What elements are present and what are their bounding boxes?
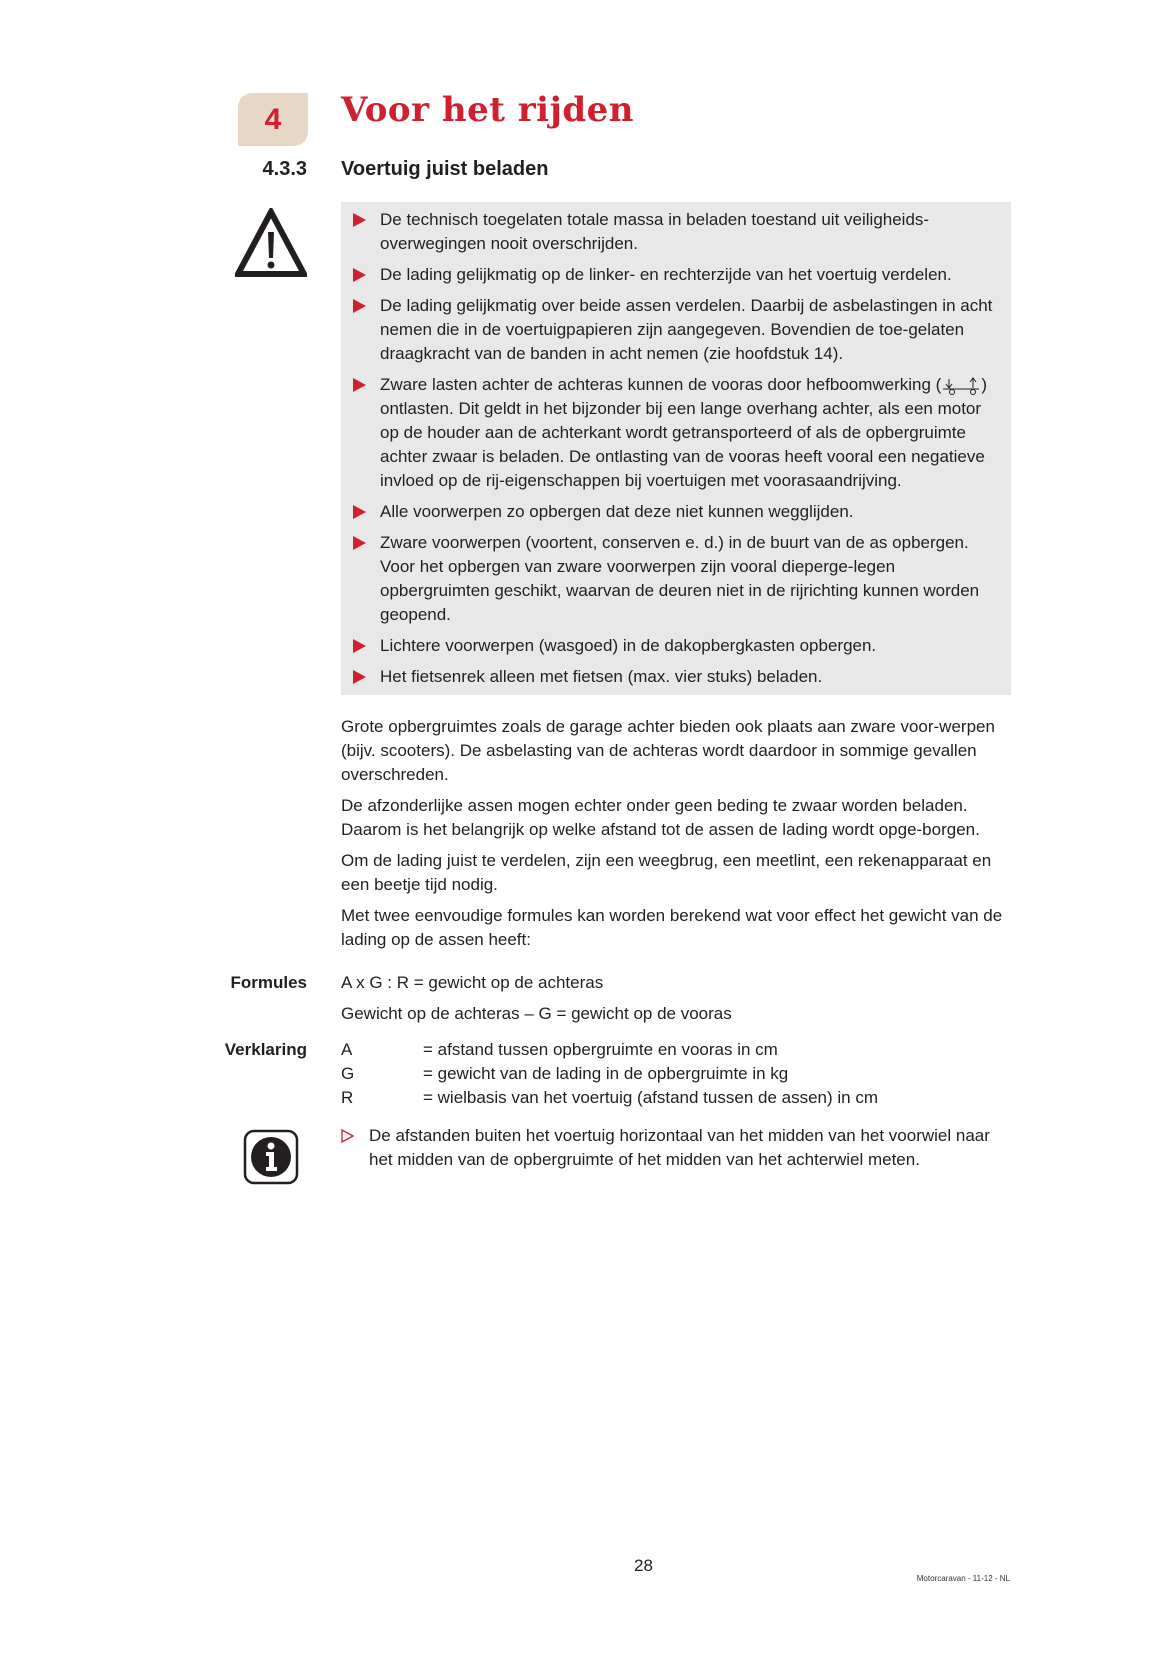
section-number: 4.3.3 [262,158,307,180]
formula-line: A x G : R = gewicht op de achteras [341,973,604,992]
warning-item: Zware voorwerpen (voortent, conserven e. d.) in de buurt van de as opbergen. Voor het opbergen van zware voorwerpen zijn vooral dieperge-legen opbergruimten geschikt, waarvan de deuren niet in de rijrichting kunnen worden geopend. [380,531,1001,627]
paragraph: Om de lading juist te verdelen, zijn een weegbrug, een meetlint, een rekenapparaat en een beetje tijd nodig. [341,851,992,894]
var-key: R [341,1088,354,1107]
body-text [341,715,1011,959]
formulas-label: Formules [230,973,307,992]
warning-row [150,202,1011,695]
lever-text-before: Zware lasten achter de achteras kunnen de vooras door hefboomwerking ( [380,375,942,394]
chapter-title: Voor het rijden [341,90,635,130]
footer-doc-id: Motorcaravan - 11-12 - NL [916,1574,1010,1583]
paragraph: Met twee eenvoudige formules kan worden berekend wat voor effect het gewicht van de lading op de assen heeft: [341,906,1003,949]
formulas-list [341,971,1011,1026]
note-text: De afstanden buiten het voertuig horizontaal van het midden van het voorwiel naar het midden van de opbergruimte of het midden van het achterwiel meten. [369,1126,990,1169]
var-key: G [341,1064,355,1083]
warning-item: Lichtere voorwerpen (wasgoed) in de dakopbergkasten opbergen. [380,634,1001,658]
explanation-label: Verklaring [224,1040,307,1059]
var-value: = afstand tussen opbergruimte en vooras in cm [423,1040,778,1059]
formulas-row [150,971,1011,1026]
var-value: = gewicht van de lading in de opbergruimte in kg [423,1064,789,1083]
var-key: A [341,1040,353,1059]
chapter-number-badge [238,93,308,146]
paragraph: De afzonderlijke assen mogen echter onder geen beding te zwaar worden beladen. Daarom is het belangrijk op welke afstand tot de assen de lading wordt opge-borgen. [341,796,980,839]
info-icon [243,1129,299,1185]
warning-item [380,373,1001,493]
formula-line: Gewicht op de achteras – G = gewicht op de vooras [341,1004,732,1023]
warning-gutter [150,202,307,695]
warning-box [341,202,1011,695]
body-row [150,715,1011,959]
explanation-row [341,1038,1011,1062]
warning-item: De lading gelijkmatig op de linker- en rechterzijde van het voertuig verdelen. [380,263,1001,287]
content-flow [150,202,1011,1190]
warning-item: De technisch toegelaten totale massa in beladen toestand uit veiligheids-overwegingen nooit overschrijden. [380,208,1001,256]
explanation-row [341,1062,1011,1086]
warning-item: Alle voorwerpen zo opbergen dat deze niet kunnen wegglijden. [380,500,1001,524]
section-title: Voertuig juist beladen [341,158,549,180]
var-value: = wielbasis van het voertuig (afstand tussen de assen) in cm [423,1088,878,1107]
explanation-list [341,1038,1011,1110]
warning-icon [235,208,307,278]
paragraph: Grote opbergruimtes zoals de garage achter bieden ook plaats aan zware voor-werpen (bijv. scooters). De asbelasting van de achteras wordt daardoor in sommige gevallen overschreden. [341,717,995,784]
warning-item: Het fietsenrek alleen met fietsen (max. vier stuks) beladen. [380,665,1001,689]
info-note [341,1124,1011,1190]
axle-lever-icon [941,376,981,396]
chapter-number: 4 [264,102,282,136]
explanation-row-group [150,1038,1011,1110]
page-number: 28 [634,1556,653,1575]
warning-item: De lading gelijkmatig over beide assen verdelen. Daarbij de asbelastingen in acht nemen die in de voertuigpapieren zijn aangegeven. Bovendien de toe-gelaten draagkracht van de banden in acht nemen (zie hoofdstuk 14). [380,294,1001,366]
hollow-triangle-icon [341,1129,354,1143]
lever-text-after: ) ontlasten. Dit geldt in het bijzonder bij een lange overhang achter, als een motor op de houder aan de achterkant wordt getransporteerd of als de opbergruimte achter zwaar is beladen. De ontlasting van de vooras heeft vooral een negatieve invloed op de rij-eigenschappen bij voertuigen met voorasaandrijving. [380,375,987,490]
note-row [150,1124,1011,1190]
explanation-row [341,1086,1011,1110]
